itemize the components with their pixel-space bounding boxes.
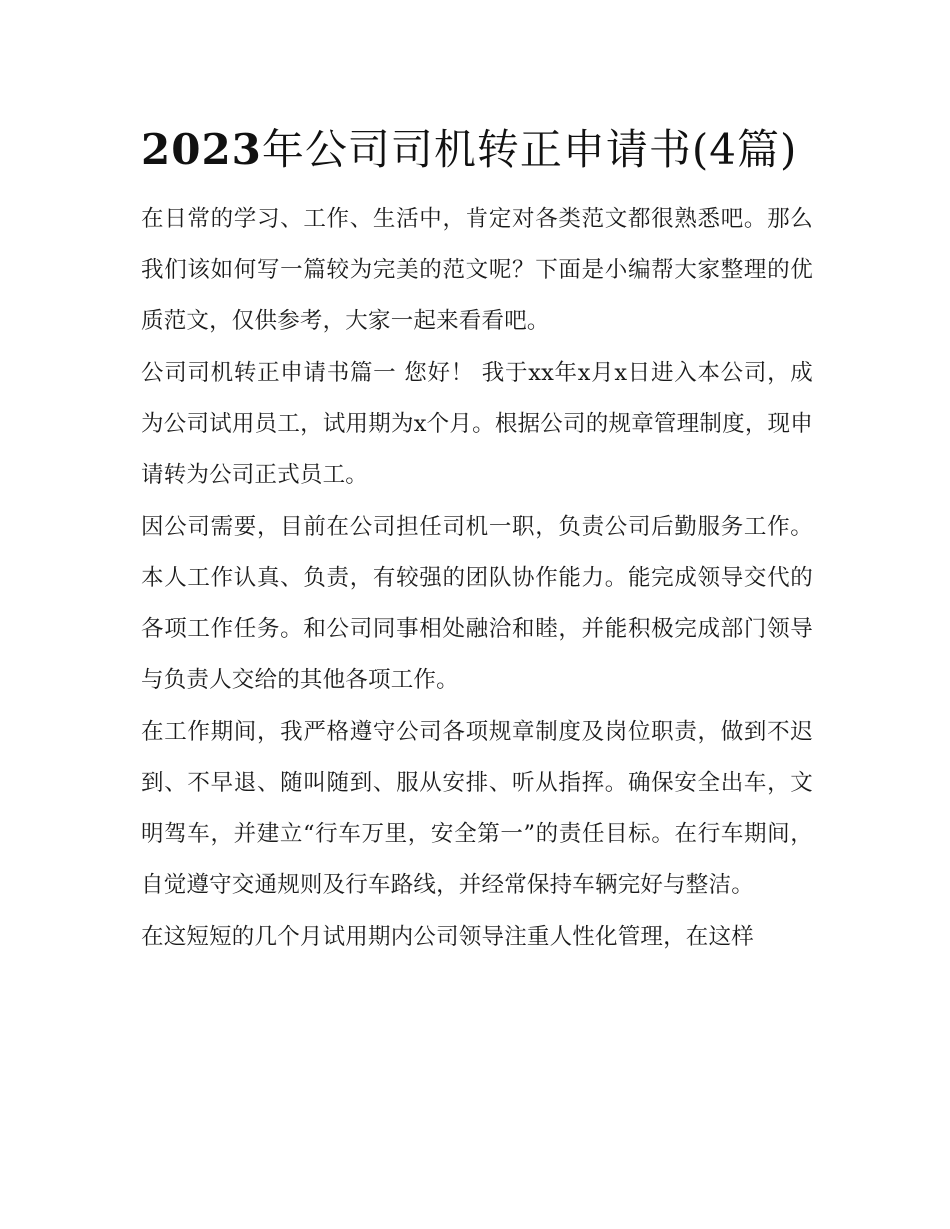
paragraph-duties: 因公司需要，目前在公司担任司机一职，负责公司后勤服务工作。本人工作认真、负责，有较强的团队协作能力。能完成领导交代的各项工作任务。和公司同事相处融洽和睦，并能积极完成部门领导与负责人交给的其他各项工作。 xyxy=(141,514,813,693)
document-body xyxy=(141,118,813,964)
paragraph-probation: 在这短短的几个月试用期内公司领导注重人性化管理，在这样 xyxy=(141,924,754,950)
document-title: 2023年公司司机转正申请书(4篇) xyxy=(141,125,798,174)
paragraph-conduct: 在工作期间，我严格遵守公司各项规章制度及岗位职责，做到不迟到、不早退、随叫随到、服从安排、听从指挥。确保安全出车，文明驾车，并建立“行车万里，安全第一”的责任目标。在行车期间，自觉遵守交通规则及行车路线，并经常保持车辆完好与整洁。 xyxy=(141,719,813,898)
paragraph-intro: 在日常的学习、工作、生活中，肯定对各类范文都很熟悉吧。那么我们该如何写一篇较为完美的范文呢？下面是小编帮大家整理的优质范文，仅供参考，大家一起来看看吧。 xyxy=(141,206,813,334)
paragraph-greeting: 公司司机转正申请书篇一 您好！ 我于xx年x月x日进入本公司，成为公司试用员工，试用期为x个月。根据公司的规章管理制度，现申请转为公司正式员工。 xyxy=(141,360,813,488)
title-year: 2023 xyxy=(141,125,262,174)
